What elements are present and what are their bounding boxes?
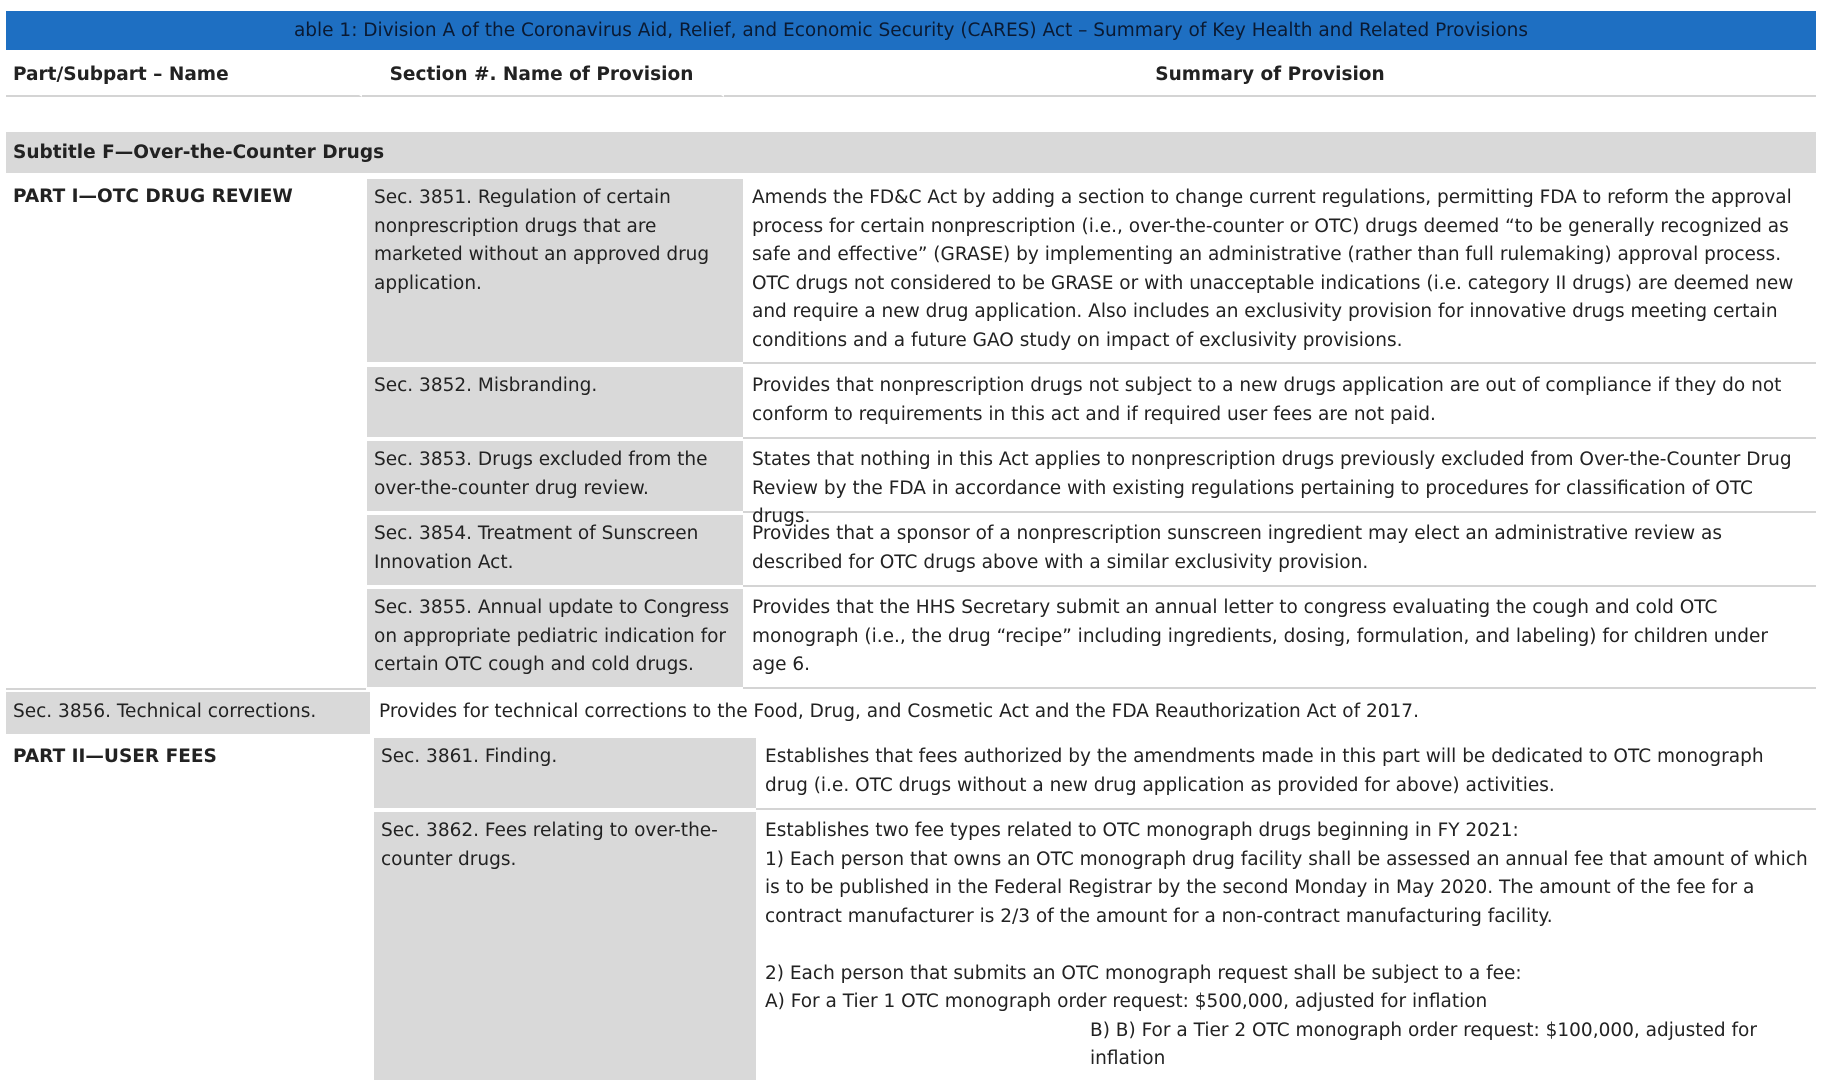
header-summary: Summary of Provision: [724, 53, 1816, 97]
summary-3862-line-facility-fee: 1) Each person that owns an OTC monograph drug facility shall be assessed an annual fee that amount of which is to be published in the Federal Registrar by the second Monday in May 2020. The amount of the fee for a contract manufacturer is 2/3 of the amount for a non-contract manufacturing facility.: [765, 848, 1808, 927]
summary-3862-line-request-fee: 2) Each person that submits an OTC monograph request shall be subject to a fee:: [765, 962, 1522, 984]
summary-3862-line-intro: Establishes two fee types related to OTC monograph drugs beginning in FY 2021:: [765, 820, 1519, 841]
subtitle-row: Subtitle F—Over-the-Counter Drugs: [6, 132, 1816, 173]
summary-3862-spacer: [765, 931, 1808, 960]
section-3861: Sec. 3861. Finding.: [374, 738, 756, 808]
section-3851: Sec. 3851. Regulation of certain nonprescription drugs that are marketed without an approved drug application.: [367, 179, 743, 362]
summary-3852: Provides that nonprescription drugs not subject to a new drugs application are out of compliance if they do not conform to requirements in this act and if required user fees are not paid.: [743, 367, 1816, 439]
section-3854: Sec. 3854. Treatment of Sunscreen Innovation Act.: [367, 515, 743, 585]
summary-3861: Establishes that fees authorized by the amendments made in this part will be dedicated to OTC monograph drug (i.e. OTC drugs without a new drug application as provided for above) activities.: [756, 738, 1816, 810]
header-section-name: Section #. Name of Provision: [362, 53, 724, 97]
summary-3862-line-tier2: B) B) For a Tier 2 OTC monograph order request: $100,000, adjusted for inflation: [1090, 1019, 1757, 1069]
summary-3851: Amends the FD&C Act by adding a section to change current regulations, permitting FDA to reform the approval process for certain nonprescription (i.e., over-the-counter or OTC) drugs deemed “to be generally recognized as safe and effective” (GRASE) by implementing an administrative (rather than full rulemaking) approval process. OTC drugs not considered to be GRASE or with unacceptable indications (i.e. category II drugs) are deemed new and require a new drug application. Also includes an exclusivity provision for innovative drugs meeting certain conditions and a future GAO study on impact of exclusivity provisions.: [743, 179, 1816, 364]
summary-3862: [756, 812, 1816, 1080]
header-part-name: Part/Subpart – Name: [6, 53, 362, 97]
section-3852: Sec. 3852. Misbranding.: [367, 367, 743, 437]
summary-3862-line-tier1: A) For a Tier 1 OTC monograph order request: $500,000, adjusted for inflation: [765, 991, 1488, 1012]
summary-3856: Provides for technical corrections to the Food, Drug, and Cosmetic Act and the FDA Reauthorization Act of 2017.: [379, 701, 1419, 722]
section-3862: Sec. 3862. Fees relating to over-the-counter drugs.: [374, 812, 756, 1080]
summary-3853: States that nothing in this Act applies to nonprescription drugs previously excluded from Over-the-Counter Drug Review by the FDA in accordance with existing regulations pertaining to procedures for classification of OTC drugs.: [743, 441, 1816, 513]
summary-3854: Provides that a sponsor of a nonprescription sunscreen ingredient may elect an administrative review as described for OTC drugs above with a similar exclusivity provision.: [743, 515, 1816, 587]
section-3856: Sec. 3856. Technical corrections.: [6, 692, 370, 734]
table-title: able 1: Division A of the Coronavirus Aid, Relief, and Economic Security (CARES) Act – Summary of Key Health and Related Provisions: [6, 11, 1816, 50]
part-one-divider: [6, 688, 366, 690]
section-3855: Sec. 3855. Annual update to Congress on appropriate pediatric indication for certain OTC cough and cold drugs.: [367, 589, 743, 687]
section-3853: Sec. 3853. Drugs excluded from the over-the-counter drug review.: [367, 441, 743, 511]
summary-3855: Provides that the HHS Secretary submit an annual letter to congress evaluating the cough and cold OTC monograph (i.e., the drug “recipe” including ingredients, dosing, formulation, and labeling) for children under age 6.: [743, 589, 1816, 689]
part-one-label: PART I—OTC DRUG REVIEW: [13, 186, 293, 207]
part-two-label: PART II—USER FEES: [13, 746, 217, 767]
